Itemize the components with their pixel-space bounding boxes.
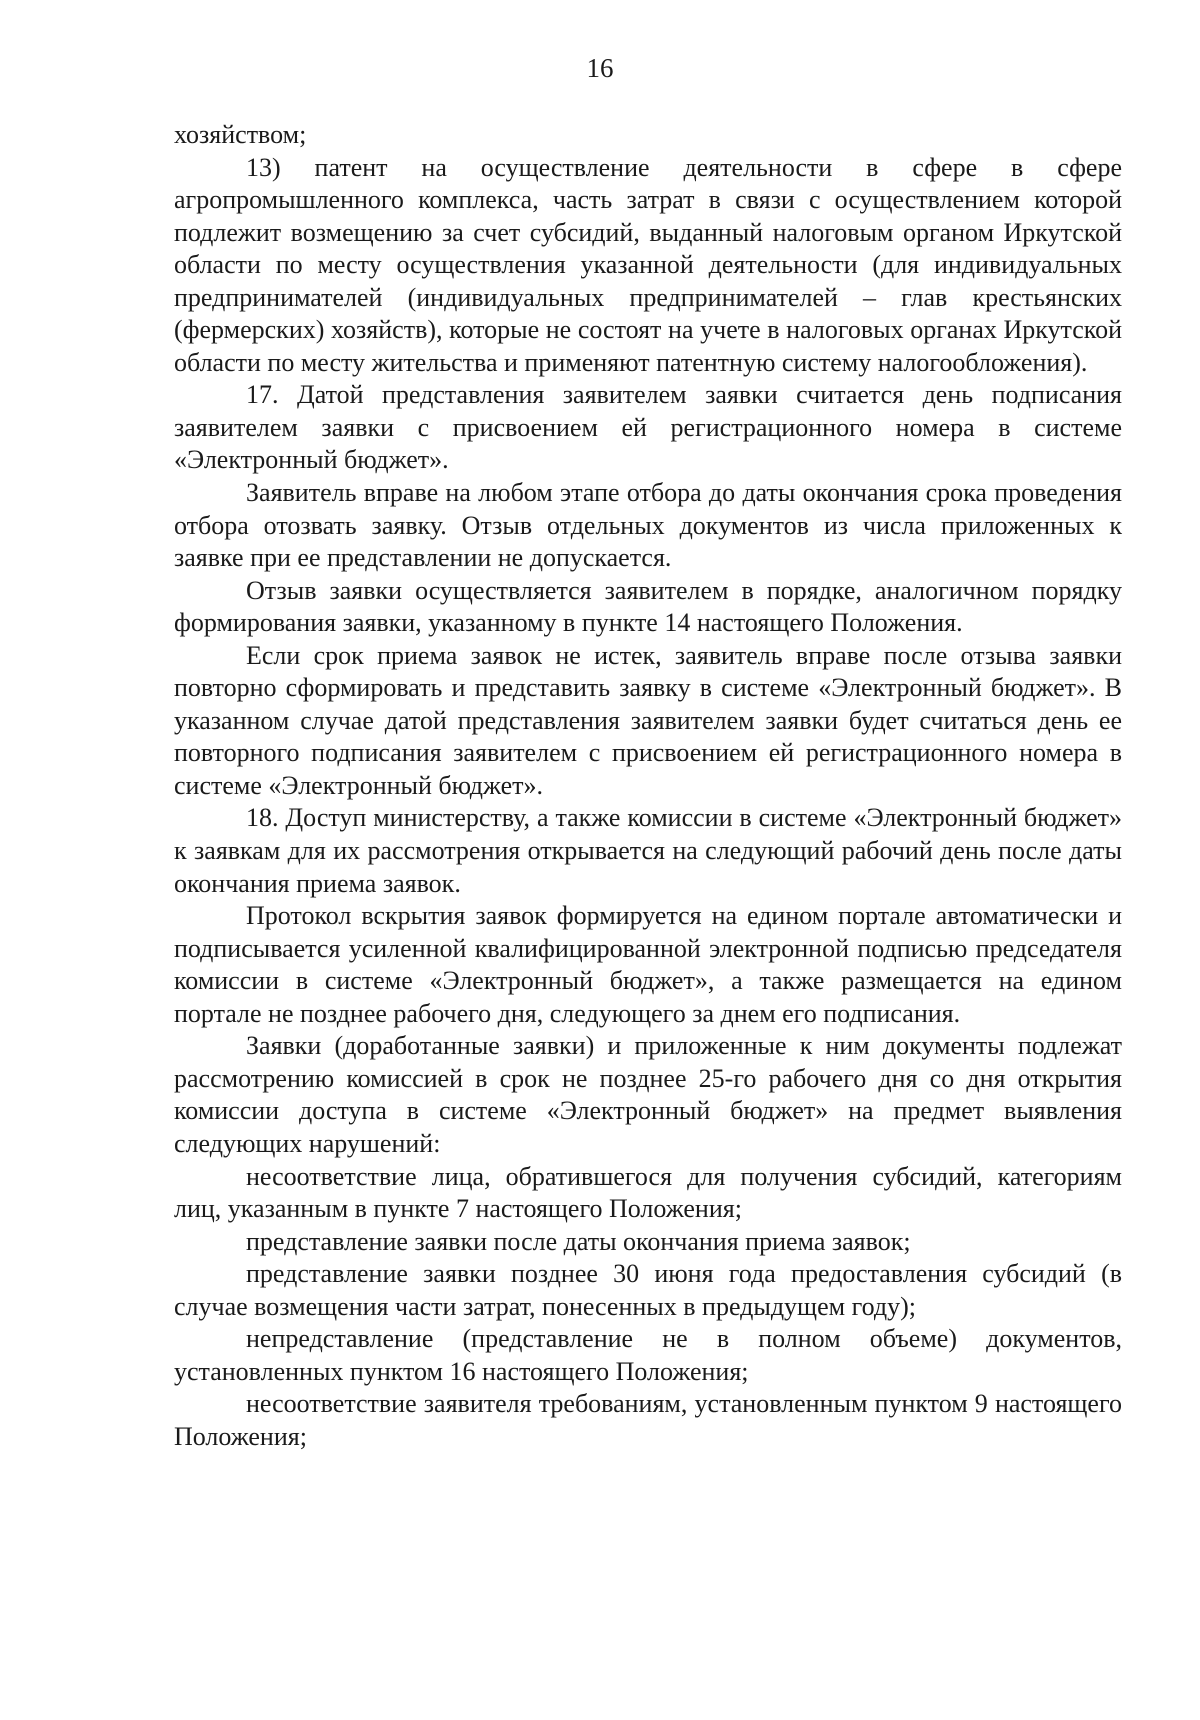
list-item-violation: непредставление (представление не в полном объеме) документов, установленных пунктом 16 настоящего Положения; — [174, 1324, 1122, 1386]
paragraph-withdraw-procedure: Отзыв заявки осуществляется заявителем в порядке, аналогичном порядку формирования заявки, указанному в пункте 14 настоящего Положения. — [174, 575, 1122, 638]
page-number: 16 — [586, 53, 614, 83]
list-item-violation: несоответствие заявителя требованиям, установленным пунктом 9 настоящего Положения; — [174, 1389, 1122, 1451]
paragraph-review-term: Заявки (доработанные заявки) и приложенные к ним документы подлежат рассмотрению комиссией в срок не позднее 25-го рабочего дня со дня открытия комиссии доступа в системе «Электронный бюджет» на предмет выявления следующих нарушений: — [174, 1031, 1122, 1158]
paragraph-17-submission-date: 17. Датой представления заявителем заявки считается день подписания заявителем заявки с присвоением ей регистрационного номера в системе «Электронный бюджет». — [174, 380, 1122, 475]
list-item-violation: представление заявки после даты окончания приема заявок; — [246, 1226, 911, 1256]
paragraph-resubmission: Если срок приема заявок не истек, заявитель вправе после отзыва заявки повторно сформировать и представить заявку в системе «Электронный бюджет». В указанном случае датой представления заявителем заявки будет считаться день ее повторного подписания заявителем с присвоением ей регистрационного номера в системе «Электронный бюджет». — [174, 640, 1122, 800]
paragraph-opening-protocol: Протокол вскрытия заявок формируется на едином портале автоматически и подписывается усиленной квалифицированной электронной подписью председателя комиссии в системе «Электронный бюджет», а также размещается на едином портале не позднее рабочего дня, следующего за днем его подписания. — [174, 901, 1122, 1028]
paragraph-continuation: хозяйством; — [174, 120, 307, 149]
paragraph-18-access: 18. Доступ министерству, а также комиссии в системе «Электронный бюджет» к заявкам для их рассмотрения открывается на следующий рабочий день после даты окончания приема заявок. — [174, 803, 1122, 898]
list-item-violation: несоответствие лица, обратившегося для получения субсидий, категориям лиц, указанным в пункте 7 настоящего Положения; — [174, 1161, 1122, 1224]
document-body — [174, 119, 1122, 1453]
list-item-violation: представление заявки позднее 30 июня года предоставления субсидий (в случае возмещения части затрат, понесенных в предыдущем году); — [174, 1259, 1122, 1321]
paragraph-withdraw-application: Заявитель вправе на любом этапе отбора до даты окончания срока проведения отбора отозвать заявку. Отзыв отдельных документов из числа приложенных к заявке при ее представлении не допускается. — [174, 478, 1122, 573]
paragraph-item-13-patent: 13) патент на осуществление деятельности в сфере в сфере агропромышленного комплекса, часть затрат в связи с осуществлением которой подлежит возмещению за счет субсидий, выданный налоговым органом Иркутской области по месту осуществления указанной деятельности (для индивидуальных предпринимателей (индивидуальных предпринимателей – глав крестьянских (фермерских) хозяйств), которые не состоят на учете в налоговых органах Иркутской области по месту жительства и применяют патентную систему налогообложения). — [174, 152, 1122, 377]
